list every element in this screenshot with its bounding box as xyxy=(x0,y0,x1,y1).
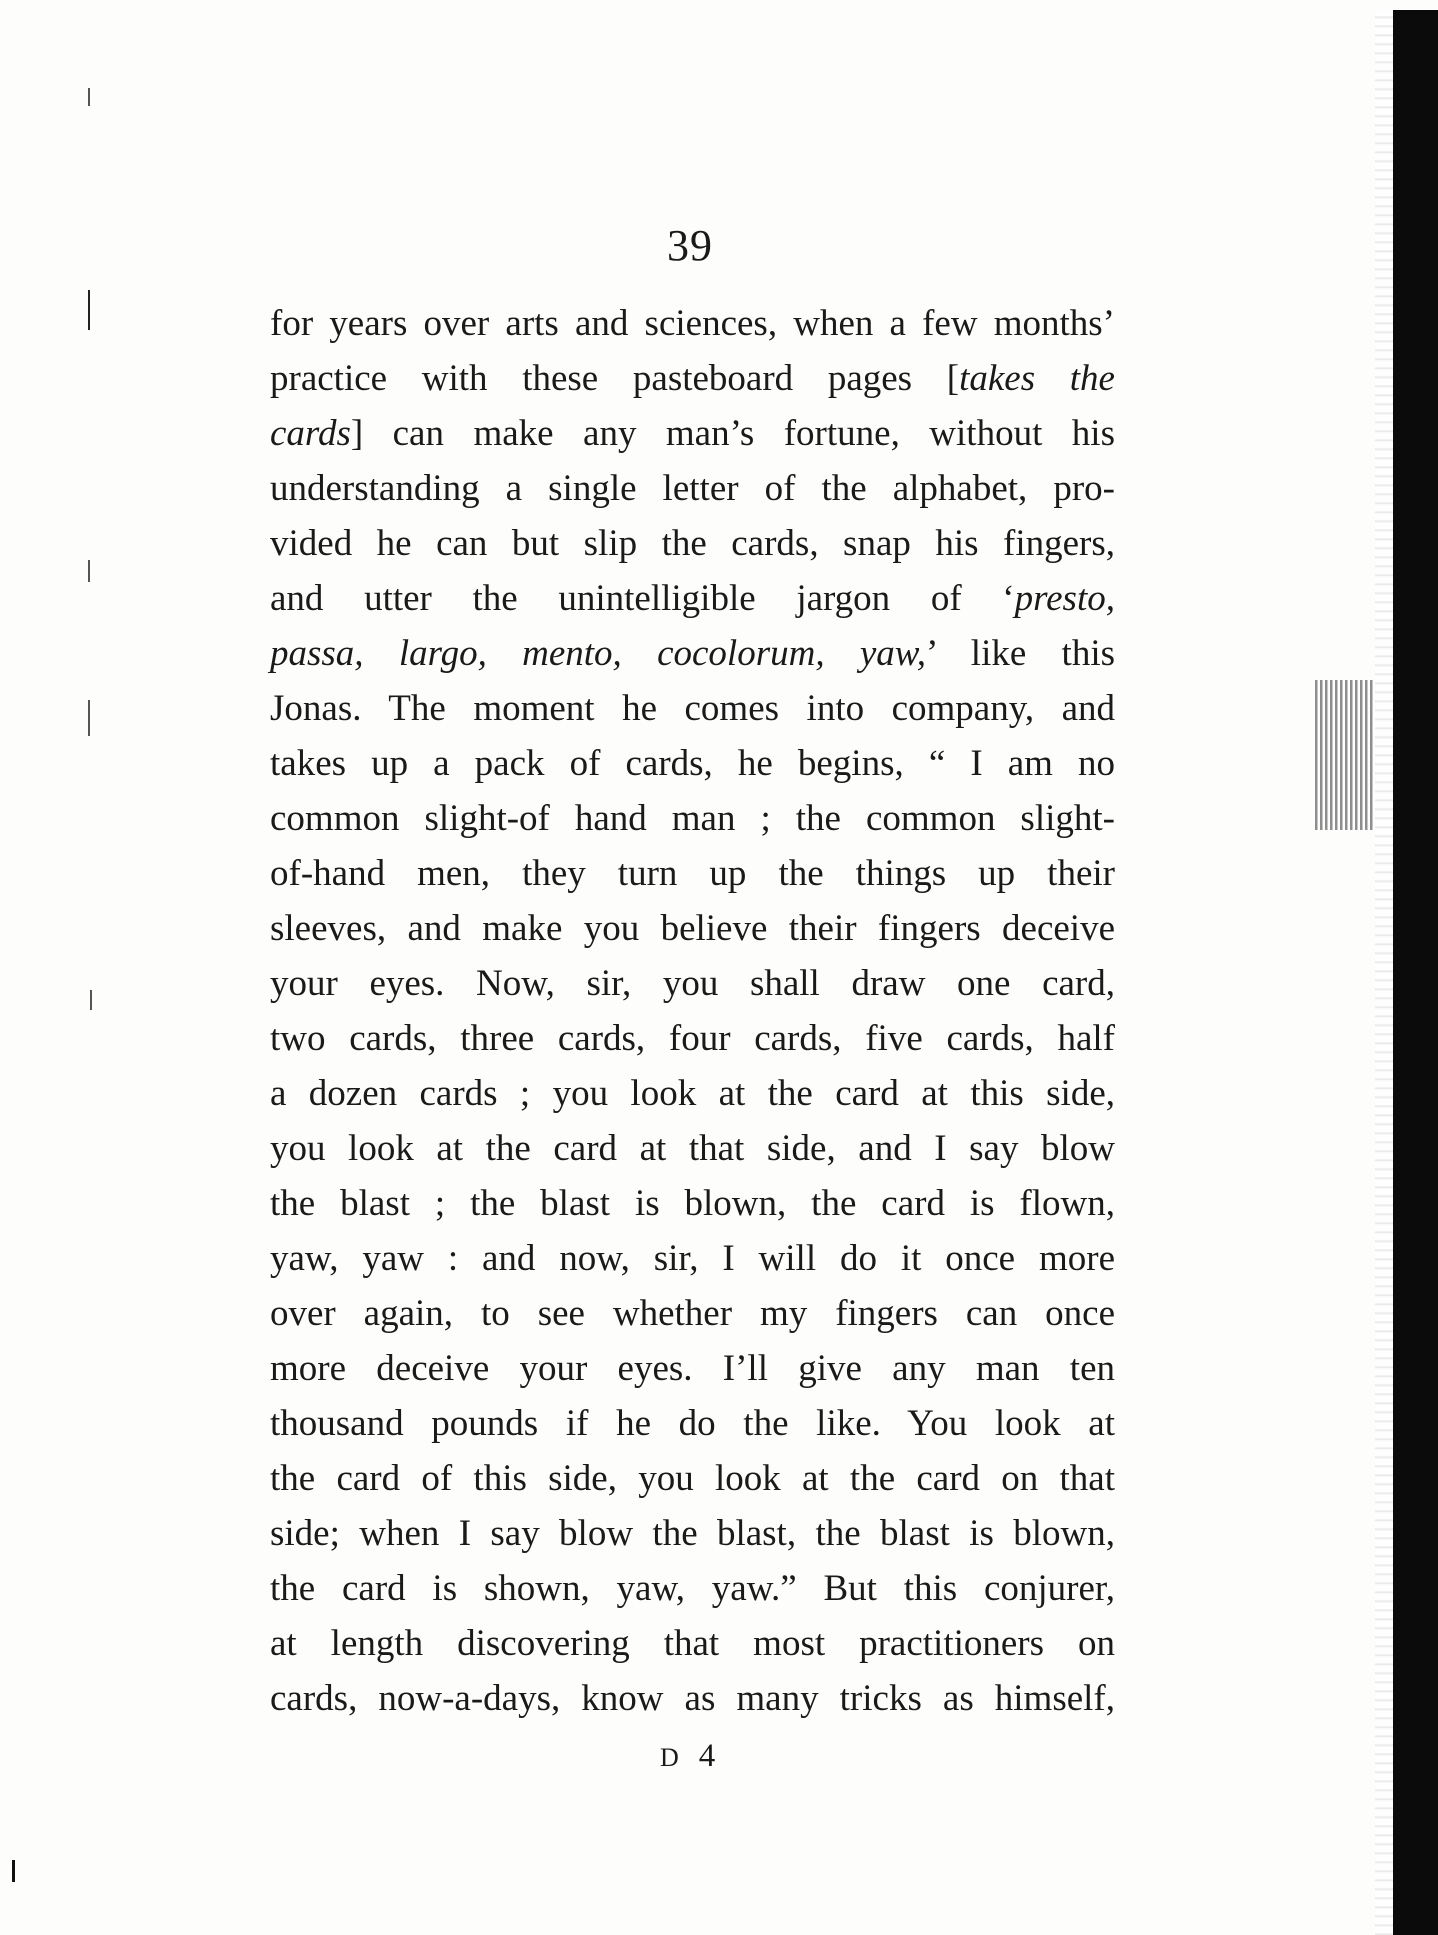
text-line xyxy=(270,1616,1115,1671)
text-segment: ] can make any man’s fortune, without his xyxy=(350,413,1115,454)
text-segment: the card is shown, yaw, yaw.” But this conjurer, xyxy=(270,1568,1115,1609)
text-line xyxy=(270,736,1115,791)
text-line xyxy=(270,681,1115,736)
text-segment: ’ like this xyxy=(925,633,1116,674)
text-segment: vided he can but slip the cards, snap his fingers, xyxy=(270,523,1115,564)
text-segment: side; when I say blow the blast, the blast is blown, xyxy=(270,1513,1115,1554)
text-segment: your eyes. Now, sir, you shall draw one card, xyxy=(270,963,1115,1004)
text-line xyxy=(270,791,1115,846)
text-segment: the card of this side, you look at the card on that xyxy=(270,1458,1115,1499)
text-line xyxy=(270,846,1115,901)
text-segment: common slight-of hand man ; the common slight- xyxy=(270,798,1115,839)
text-segment: thousand pounds if he do the like. You look at xyxy=(270,1403,1115,1444)
text-line xyxy=(270,406,1115,461)
text-segment: understanding a single letter of the alphabet, pro- xyxy=(270,468,1115,509)
text-line xyxy=(270,1231,1115,1286)
body-text xyxy=(270,296,1115,1726)
text-segment: takes up a pack of cards, he begins, “ I am no xyxy=(270,743,1115,784)
spine-notch xyxy=(1315,680,1375,830)
text-segment: yaw, yaw : and now, sir, I will do it once more xyxy=(270,1238,1115,1279)
text-segment: more deceive your eyes. I’ll give any man ten xyxy=(270,1348,1115,1389)
text-line xyxy=(270,1176,1115,1231)
text-line xyxy=(270,516,1115,571)
text-line xyxy=(270,1561,1115,1616)
text-line xyxy=(270,1671,1115,1726)
text-line xyxy=(270,1286,1115,1341)
text-line xyxy=(270,1506,1115,1561)
scan-mark xyxy=(88,560,90,582)
text-segment: and utter the unintelligible jargon of ‘ xyxy=(270,578,1015,619)
book-spine-shadow xyxy=(1393,10,1438,1935)
text-segment: at length discovering that most practitioners on xyxy=(270,1623,1115,1664)
scan-mark xyxy=(12,1860,15,1882)
text-segment: you look at the card at that side, and I say blow xyxy=(270,1128,1115,1169)
text-line xyxy=(270,351,1115,406)
text-line xyxy=(270,1451,1115,1506)
italic-text-segment: passa, largo, mento, cocolorum, yaw, xyxy=(270,633,926,674)
scan-mark xyxy=(88,700,90,736)
page-gutter-edge xyxy=(1375,10,1395,1935)
text-line xyxy=(270,626,1115,681)
text-line xyxy=(270,901,1115,956)
text-line xyxy=(270,571,1115,626)
text-line xyxy=(270,1341,1115,1396)
italic-text-segment: presto, xyxy=(1014,578,1115,619)
printer-signature-mark xyxy=(660,1738,717,1775)
text-line xyxy=(270,1396,1115,1451)
scan-mark xyxy=(90,990,92,1010)
text-line xyxy=(270,956,1115,1011)
text-line xyxy=(270,1121,1115,1176)
text-segment: for years over arts and sciences, when a few months’ xyxy=(270,303,1115,344)
text-segment: sleeves, and make you believe their fingers deceive xyxy=(270,908,1115,949)
text-segment: practice with these pasteboard pages [ xyxy=(270,358,960,399)
text-line xyxy=(270,1066,1115,1121)
text-segment: cards, now-a-days, know as many tricks as himself, xyxy=(270,1678,1115,1719)
page-number: 39 xyxy=(667,221,713,270)
signature-number: 4 xyxy=(698,1738,718,1774)
signature-letter: D xyxy=(660,1743,681,1772)
text-segment: two cards, three cards, four cards, five cards, half xyxy=(270,1018,1115,1059)
text-segment: over again, to see whether my fingers can once xyxy=(270,1293,1115,1334)
text-segment: the blast ; the blast is blown, the card is flown, xyxy=(270,1183,1115,1224)
scan-mark xyxy=(88,88,90,106)
italic-text-segment: cards xyxy=(270,413,351,454)
scan-mark xyxy=(88,290,90,330)
text-line xyxy=(270,296,1115,351)
text-line xyxy=(270,461,1115,516)
text-segment: Jonas. The moment he comes into company, and xyxy=(270,688,1115,729)
text-line xyxy=(270,1011,1115,1066)
italic-text-segment: takes the xyxy=(959,358,1115,399)
text-segment: a dozen cards ; you look at the card at this side, xyxy=(270,1073,1115,1114)
text-segment: of-hand men, they turn up the things up their xyxy=(270,853,1115,894)
